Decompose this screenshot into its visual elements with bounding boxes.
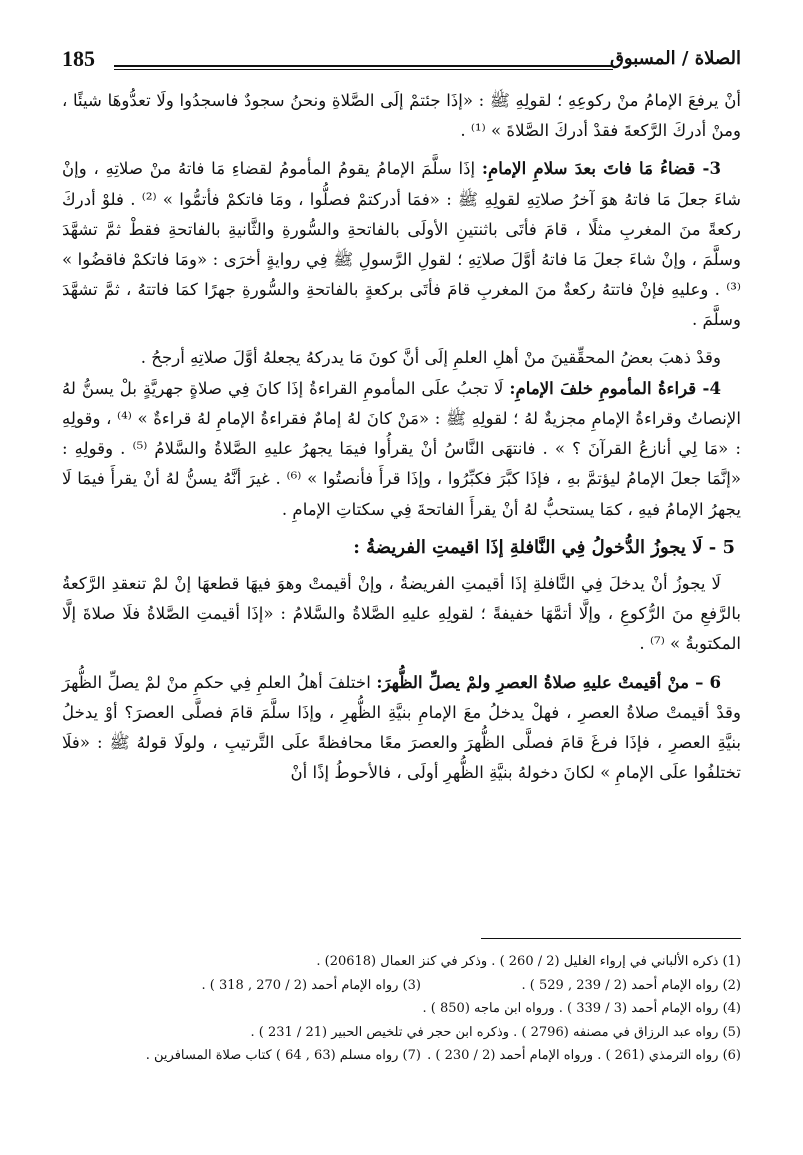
footnote-3: (3) رواه الإمام أحمد (2 / 270 , 318 ) . [201, 977, 421, 993]
page-number: 185 [62, 46, 95, 71]
footnote-1: (1) ذكره الألباني في إرواء الغليل (2 / 260 ) . وذكر في كنز العمال (20618) . [316, 954, 741, 969]
footnote-row [62, 997, 741, 1021]
paragraph-6 [62, 667, 741, 789]
paragraph-2 [62, 153, 741, 335]
paragraph-4 [62, 373, 741, 525]
footnote-rule [481, 938, 741, 939]
section-4-text: لَا تجبُ علَى المأمومِ القراءةُ إذَا كانَ فِي صلاةٍ جهريَّةٍ بلْ يسنُّ لهُ الإنصاتُ وقراءةُ الإمامِ مجزيةٌ لهُ ؛ لقولِهِ ﷺ : «مَنْ كانَ لهُ إمامٌ فقراءةُ الإمامِ لهُ قراءةٌ » ⁽⁴⁾ ، وقولِهِ : «مَا لِي أنازعُ القرآنَ ؟ » . فانتهَى النَّاسُ أنْ يقرأُوا فيمَا يجهرُ عليهِ الصَّلاةُ والسَّلامُ ⁽⁵⁾ . وقولِهِ : «إنَّمَا جعلَ الإمامُ ليؤتمَّ بهِ ، فإذَا كبَّرَ فكبِّرُوا ، وإذَا قرأَ فأنصتُوا » ⁽⁶⁾ . غيرَ أنَّهُ يسنُّ لهُ أنْ يقرأَ فيمَا لَا يجهرُ الإمامُ فيهِ ، كمَا يستحبُّ لهُ أنْ يقرأَ الفاتحةَ فِي سكتاتِ الإمامِ . [62, 378, 741, 519]
footnote-row [62, 950, 741, 974]
paragraph-3: وقدْ ذهبَ بعضُ المحقِّقينَ منْ أهلِ العلمِ إلَى أنَّ كونَ مَا يدركهُ يجعلهُ أوَّلَ صلاتِهِ أرجحُ . [140, 347, 721, 367]
running-title: الصلاة / المسبوق [609, 48, 741, 69]
page-body [62, 86, 741, 788]
footnote-row [62, 974, 741, 998]
footnote-2: (2) رواه الإمام أحمد (2 / 239 , 529 ) . [521, 977, 741, 993]
paragraph-1: أنْ يرفعَ الإمامُ منْ ركوعِهِ ؛ لقولِهِ ﷺ : «إذَا جئتمْ إلَى الصَّلاةِ ونحنُ سجودٌ فاسجدُوا ولَا تعدُّوهَا شيئًا ، ومنْ أدركَ الرَّكعةَ فقدْ أدركَ الصَّلاةَ » ⁽¹⁾ . [62, 91, 741, 141]
header-rule [114, 65, 613, 70]
section-5-heading: 5 - لَا يجوزُ الدُّخولُ فِي النَّافلةِ إذَا اقيمتِ الفريضةُ : [353, 536, 735, 558]
section-6-heading: 6 – منْ أقيمتْ عليهِ صلاةُ العصرِ ولمْ يصلِّ الظُّهرَ: [376, 671, 721, 692]
footnote-row [62, 1044, 741, 1068]
footnote-4: (4) رواه الإمام أحمد (3 / 339 ) . ورواه ابن ماجه (850 ) . [422, 1001, 741, 1017]
footnote-5: (5) رواه عبد الرزاق في مصنفه (2796 ) . وذكره ابن حجر في تلخيص الحبير (21 / 231 ) . [250, 1024, 741, 1040]
footnotes [62, 950, 741, 1068]
section-4-heading: 4- قراءةُ المأمومِ خلفَ الإمامِ: [509, 377, 721, 398]
section-6-text: اختلفَ أهلُ العلمِ فِي حكمِ منْ لمْ يصلِّ الظُّهرَ وقدْ أقيمتْ صلاةُ العصرِ ، فهلْ يدخلُ معَ الإمامِ بنيَّةِ الظُّهرِ ، وإذَا سلَّمَ قامَ فصلَّى العصرَ؟ أوْ يدخلُ بنيَّةِ العصرِ ، فإذَا فرغَ قامَ فصلَّى الظُّهرَ والعصرَ معًا محافظةً علَى التَّرتيبِ ، ولولَا قولهُ ﷺ : «فلَا تختلفُوا علَى الإمامِ » لكانَ دخولهُ بنيَّةِ الظُّهرِ أولَى ، فالأحوطُ إذًا أنْ [62, 672, 741, 783]
footnote-7: (7) رواه مسلم (63 , 64 ) كتاب صلاة المسافرين . [145, 1048, 421, 1064]
section-3-heading: 3- قضاءُ مَا فاتَ بعدَ سلامِ الإمامِ: [481, 158, 721, 179]
page-header [62, 44, 741, 78]
paragraph-5: لَا يجوزُ أنْ يدخلَ فِي النَّافلةِ إذَا أقيمتِ الفريضةُ ، وإنْ أقيمتْ وهوَ فيهَا قطعهَا إنْ لمْ تنعقدِ الرَّكعةُ بالرَّفعِ منَ الرُّكوعِ ، وإلَّا أتمَّهَا خفيفةً ؛ لقولِهِ عليهِ الصَّلاةُ والسَّلامُ : «إذَا أقيمتِ الصَّلاةُ فلَا صلاةَ إلَّا المكتوبةُ » ⁽⁷⁾ . [62, 574, 741, 654]
footnote-6: (6) رواه الترمذي (261 ) . ورواه الإمام أحمد (2 / 230 ) . [427, 1048, 741, 1064]
footnote-row [62, 1021, 741, 1045]
section-3-text: إذَا سلَّمَ الإمامُ يقومُ المأمومُ لقضاءِ مَا فاتهُ منْ صلاتِهِ ، وإنْ شاءَ جعلَ مَا فاتهُ هوَ آخرُ صلاتِهِ لقولِهِ ﷺ : «فمَا أدركتمْ فصلُّوا ، ومَا فاتكمْ فأتمُّوا » ⁽²⁾ . فلوْ أدركَ ركعةً منَ المغربِ مثلًا ، قامَ فأتَى باثنتينِ الأولَى بالفاتحةِ والسُّورةِ والثَّانيةِ بالفاتحةِ فقطْ ثمَّ تشهَّدَ وسلَّمَ ، وإنْ شاءَ جعلَ مَا فاتهُ أوَّلَ صلاتِهِ ؛ لقولِ الرَّسولِ ﷺ فِي روايةٍ أخرَى : «ومَا فاتكمْ فاقضُوا » ⁽³⁾ . وعليهِ فإنْ فاتتهُ ركعةٌ منَ المغربِ قامَ فأتَى بركعةٍ بالفاتحةِ والسُّورةِ جهرًا كمَا فاتتهُ ، ثمَّ تشهَّدَ وسلَّمَ . [62, 159, 741, 330]
